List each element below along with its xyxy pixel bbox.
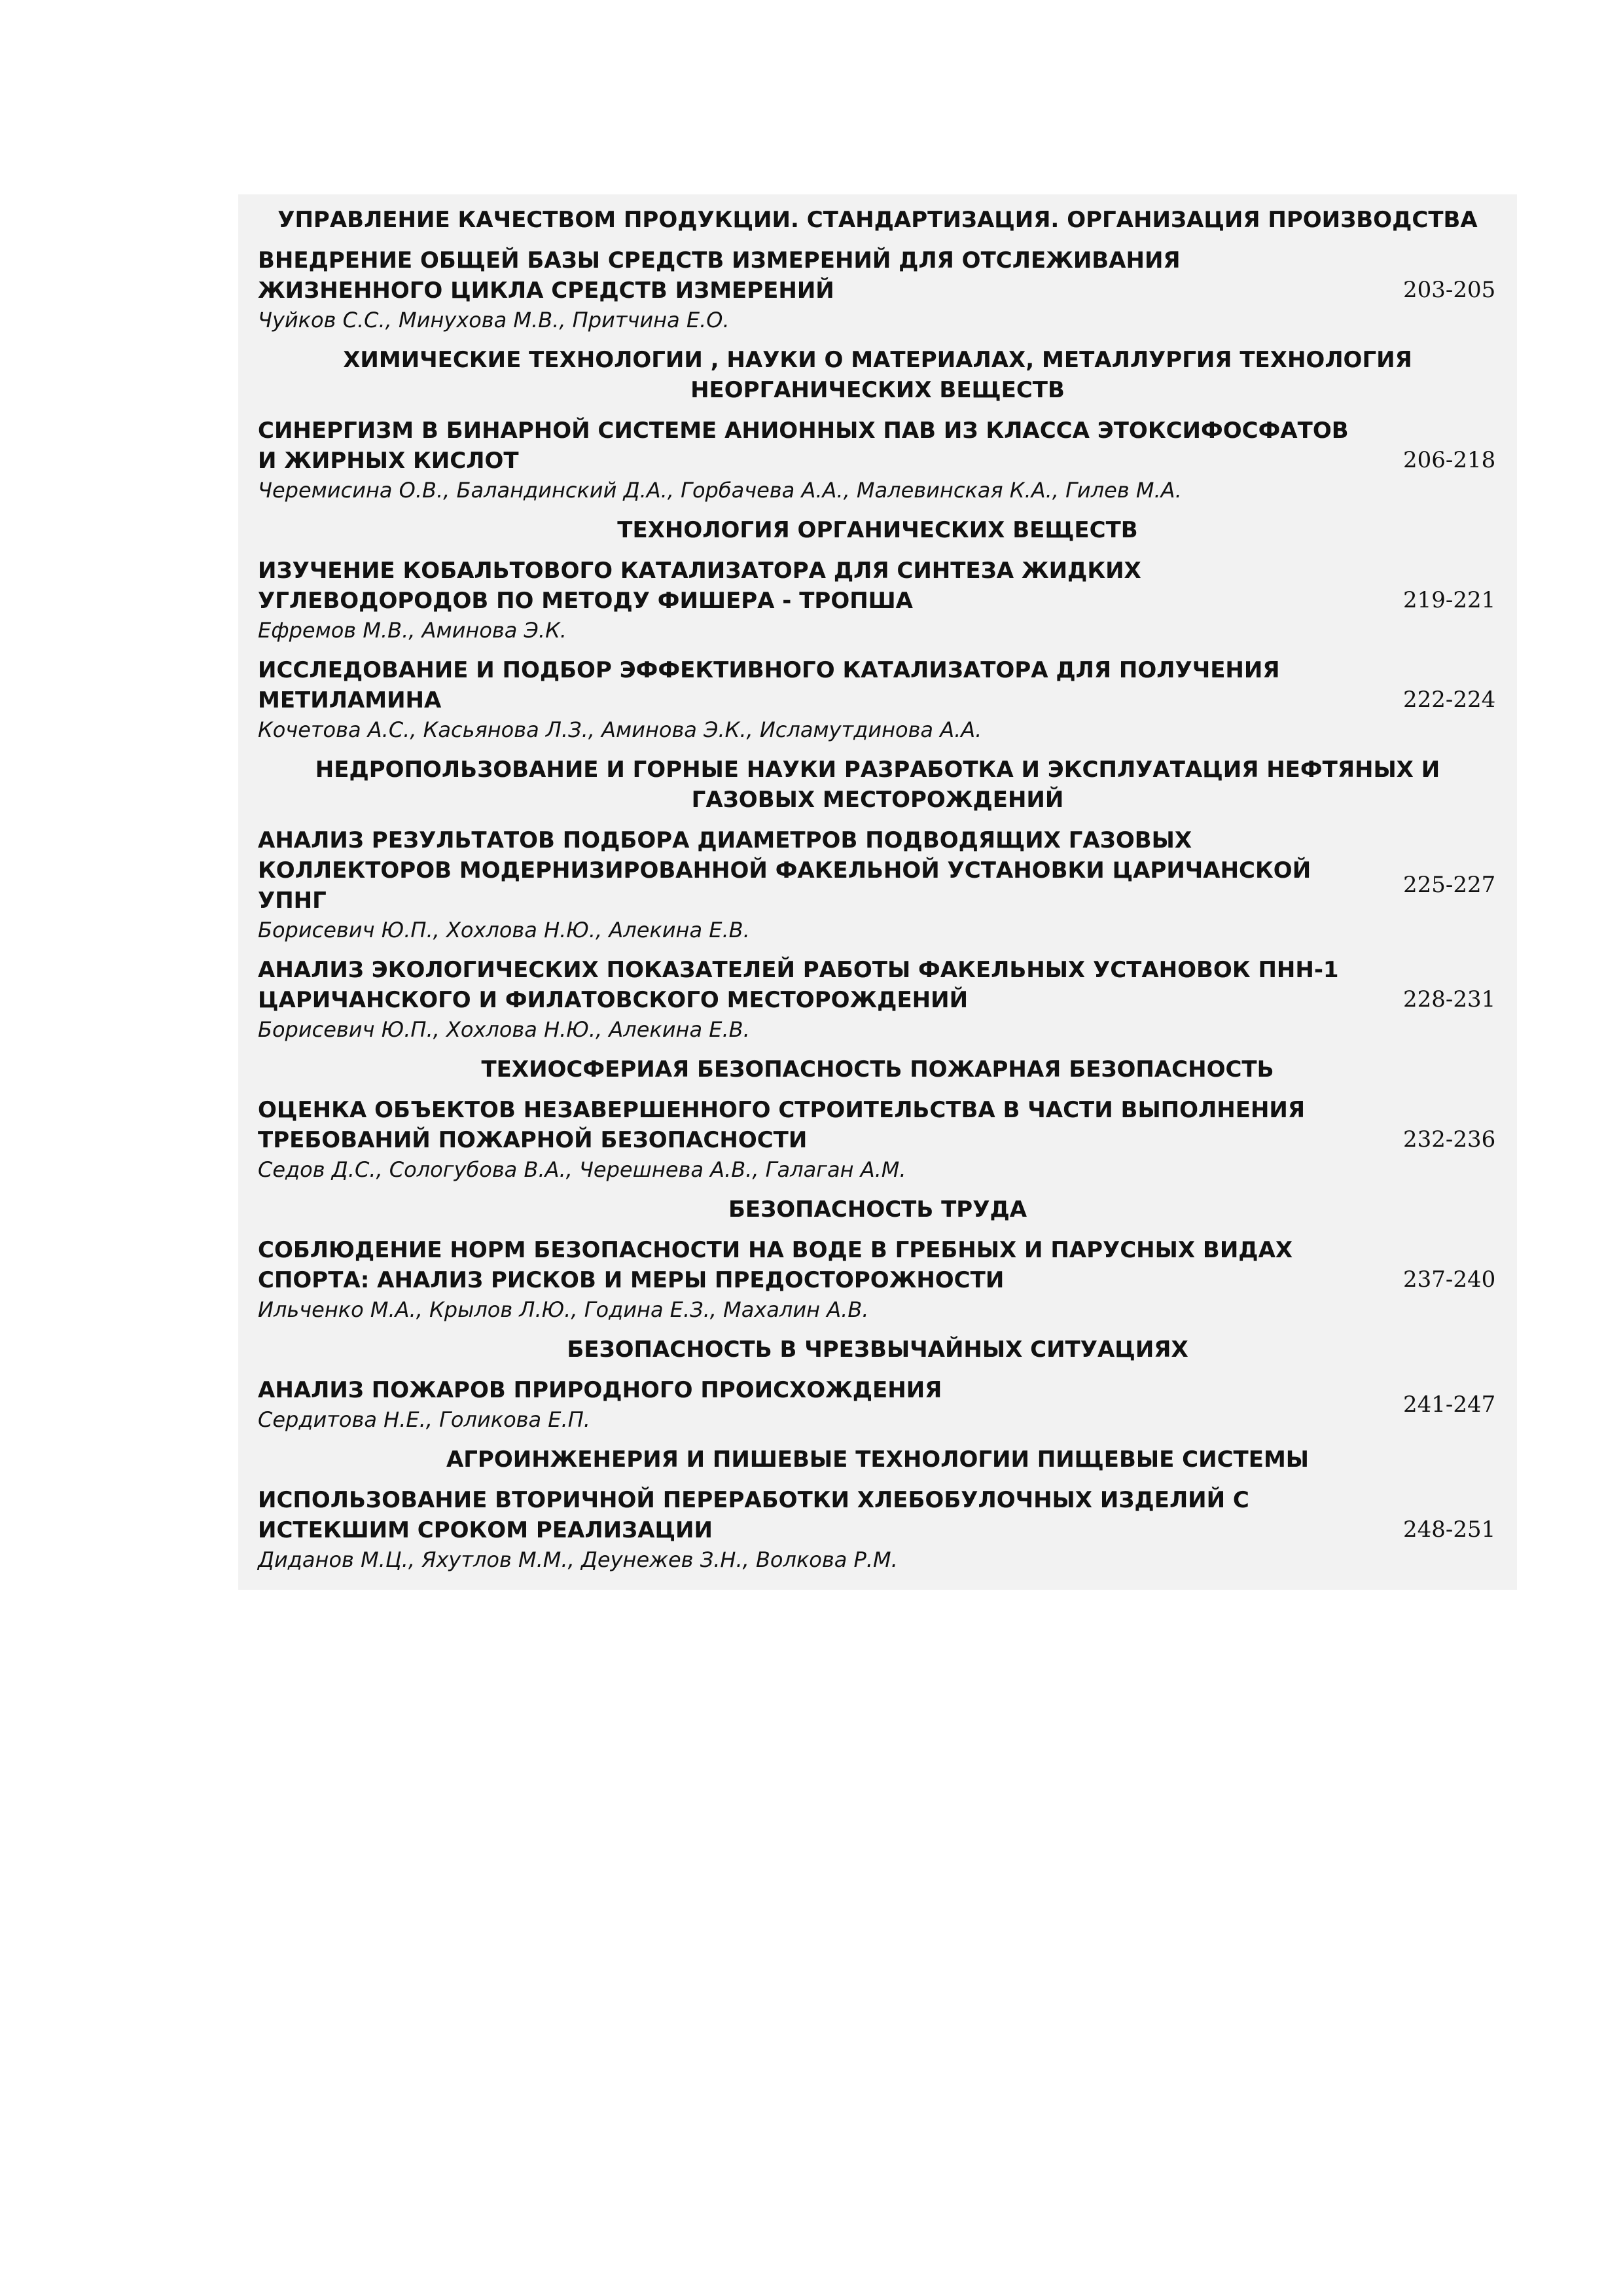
toc-entry (238, 820, 1517, 950)
section-title: УПРАВЛЕНИЕ КАЧЕСТВОМ ПРОДУКЦИИ. СТАНДАРТИЗАЦИЯ. ОРГАНИЗАЦИЯ ПРОИЗВОДСТВА (277, 207, 1478, 233)
entry-text (258, 245, 1370, 334)
section-title: ХИМИЧЕСКИЕ ТЕХНОЛОГИИ , НАУКИ О МАТЕРИАЛАХ, МЕТАЛЛУРГИЯ ТЕХНОЛОГИЯ НЕОРГАНИЧЕСКИХ ВЕЩЕСТВ (343, 347, 1412, 403)
article-title: АНАЛИЗ ЭКОЛОГИЧЕСКИХ ПОКАЗАТЕЛЕЙ РАБОТЫ ФАКЕЛЬНЫХ УСТАНОВОК ПНН-1 ЦАРИЧАНСКОГО И ФИЛАТОВСКОГО МЕСТОРОЖДЕНИЙ (258, 957, 1339, 1013)
article-authors: Седов Д.С., Сологубова В.А., Черешнева А.В., Галаган А.М. (258, 1157, 906, 1182)
article-authors: Черемисина О.В., Баландинский Д.А., Горбачева А.А., Малевинская К.А., Гилев М.А. (258, 478, 1182, 503)
article-title: СОБЛЮДЕНИЕ НОРМ БЕЗОПАСНОСТИ НА ВОДЕ В ГРЕБНЫХ И ПАРУСНЫХ ВИДАХ СПОРТА: АНАЛИЗ РИСКОВ И МЕРЫ ПРЕДОСТОРОЖНОСТИ (258, 1237, 1293, 1293)
article-title: СИНЕРГИЗМ В БИНАРНОЙ СИСТЕМЕ АНИОННЫХ ПАВ ИЗ КЛАССА ЭТОКСИФОСФАТОВ И ЖИРНЫХ КИСЛОТ (258, 418, 1349, 474)
entry-text (258, 955, 1370, 1044)
entry-text (258, 655, 1370, 744)
toc-entry (238, 1480, 1517, 1579)
toc-entry (238, 1370, 1517, 1439)
section-title: ТЕХНОЛОГИЯ ОРГАНИЧЕСКИХ ВЕЩЕСТВ (617, 517, 1138, 543)
article-authors: Сердитова Н.Е., Голикова Е.П. (258, 1407, 590, 1432)
page-range: 222-224 (1403, 687, 1496, 713)
entry-text (258, 825, 1370, 944)
article-title: АНАЛИЗ РЕЗУЛЬТАТОВ ПОДБОРА ДИАМЕТРОВ ПОДВОДЯЩИХ ГАЗОВЫХ КОЛЛЕКТОРОВ МОДЕРНИЗИРОВАННОЙ ФАКЕЛЬНОЙ УСТАНОВКИ ЦАРИЧАНСКОЙ УПНГ (258, 827, 1311, 914)
toc-entry (238, 240, 1517, 340)
page-range: 237-240 (1403, 1266, 1496, 1293)
article-authors: Кочетова А.С., Касьянова Л.З., Аминова Э.К., Исламутдинова А.А. (258, 717, 982, 742)
page-range: 225-227 (1403, 872, 1496, 898)
article-title: ОЦЕНКА ОБЪЕКТОВ НЕЗАВЕРШЕННОГО СТРОИТЕЛЬСТВА В ЧАСТИ ВЫПОЛНЕНИЯ ТРЕБОВАНИЙ ПОЖАРНОЙ БЕЗОПАСНОСТИ (258, 1097, 1306, 1153)
toc-entry (238, 410, 1517, 510)
entry-text (258, 1485, 1370, 1574)
page-range: 228-231 (1403, 986, 1496, 1013)
page-range: 219-221 (1403, 587, 1496, 613)
section-title: БЕЗОПАСНОСТЬ В ЧРЕЗВЫЧАЙНЫХ СИТУАЦИЯХ (567, 1336, 1188, 1363)
entry-text (258, 1235, 1370, 1324)
entry-text (258, 556, 1370, 645)
entry-text (258, 1375, 1370, 1434)
entry-text (258, 1095, 1370, 1184)
article-authors: Борисевич Ю.П., Хохлова Н.Ю., Алекина Е.В. (258, 918, 750, 942)
page-range: 203-205 (1403, 277, 1496, 303)
article-title: ИССЛЕДОВАНИЕ И ПОДБОР ЭФФЕКТИВНОГО КАТАЛИЗАТОРА ДЛЯ ПОЛУЧЕНИЯ МЕТИЛАМИНА (258, 657, 1280, 713)
article-title: ВНЕДРЕНИЕ ОБЩЕЙ БАЗЫ СРЕДСТВ ИЗМЕРЕНИЙ ДЛЯ ОТСЛЕЖИВАНИЯ ЖИЗНЕННОГО ЦИКЛА СРЕДСТВ ИЗМЕРЕНИЙ (258, 247, 1181, 304)
article-title: АНАЛИЗ ПОЖАРОВ ПРИРОДНОГО ПРОИСХОЖДЕНИЯ (258, 1377, 942, 1403)
toc-entry (238, 950, 1517, 1049)
section-title: БЕЗОПАСНОСТЬ ТРУДА (728, 1196, 1027, 1223)
page-range: 206-218 (1403, 447, 1496, 473)
article-authors: Ильченко М.А., Крылов Л.Ю., Година Е.З., Махалин А.В. (258, 1297, 869, 1322)
toc-entry (238, 650, 1517, 749)
article-authors: Борисевич Ю.П., Хохлова Н.Ю., Алекина Е.В. (258, 1017, 750, 1042)
article-authors: Чуйков С.С., Минухова М.В., Притчина Е.О. (258, 308, 730, 332)
page-range: 232-236 (1403, 1126, 1496, 1153)
section-title: НЕДРОПОЛЬЗОВАНИЕ И ГОРНЫЕ НАУКИ РАЗРАБОТКА И ЭКСПЛУАТАЦИЯ НЕФТЯНЫХ И ГАЗОВЫХ МЕСТОРОЖДЕНИЙ (315, 757, 1440, 813)
article-title: ИСПОЛЬЗОВАНИЕ ВТОРИЧНОЙ ПЕРЕРАБОТКИ ХЛЕБОБУЛОЧНЫХ ИЗДЕЛИЙ С ИСТЕКШИМ СРОКОМ РЕАЛИЗАЦИИ (258, 1487, 1249, 1543)
table-of-contents (238, 194, 1517, 1590)
section-title: АГРОИНЖЕНЕРИЯ И ПИШЕВЫЕ ТЕХНОЛОГИИ ПИЩЕВЫЕ СИСТЕМЫ (446, 1446, 1310, 1473)
article-authors: Диданов М.Ц., Яхутлов М.М., Деунежев З.Н., Волкова Р.М. (258, 1547, 898, 1572)
toc-entry (238, 1090, 1517, 1189)
section-title: ТЕХИОСФЕРИАЯ БЕЗОПАСНОСТЬ ПОЖАРНАЯ БЕЗОПАСНОСТЬ (481, 1056, 1274, 1083)
entry-text (258, 416, 1370, 505)
page-range: 248-251 (1403, 1516, 1496, 1543)
article-title: ИЗУЧЕНИЕ КОБАЛЬТОВОГО КАТАЛИЗАТОРА ДЛЯ СИНТЕЗА ЖИДКИХ УГЛЕВОДОРОДОВ ПО МЕТОДУ ФИШЕРА - ТРОПША (258, 558, 1141, 614)
article-authors: Ефремов М.В., Аминова Э.К. (258, 618, 567, 643)
toc-entry (238, 1230, 1517, 1329)
toc-entry (238, 550, 1517, 650)
page-range: 241-247 (1403, 1391, 1496, 1418)
